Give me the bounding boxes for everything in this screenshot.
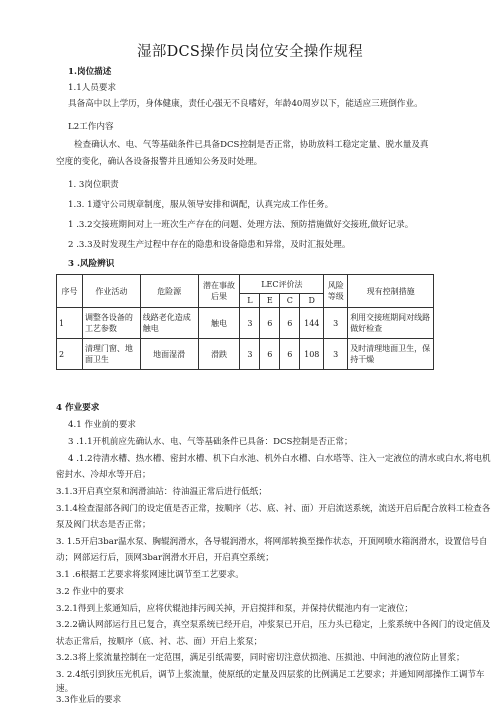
para-3: 3.1.3开启真空泵和润滑油站：待油温正常后进行低纸； (56, 487, 267, 497)
document-title: 湿部DCS操作员岗位安全操作规程 (137, 44, 363, 60)
section-1-heading: 1.岗位描述 (68, 67, 112, 77)
para-10b: 速。 (56, 684, 74, 694)
header-accident: 潜在事故后果 (198, 275, 240, 308)
cell-e: 6 (260, 339, 280, 370)
section-1-2-heading: L2工作内容 (68, 122, 114, 132)
para-8a: 3.2.2确认网部运行且已复合，真空泵系统已经开启，冲浆泵已开启，压力头已稳定，上浆系统中各阀门的设定值及 (56, 620, 491, 630)
risk-table (56, 274, 434, 370)
section-1-2-text-b: 空度的变化，确认各设备报警并且通知公务及时处理。 (56, 157, 263, 167)
cell-hazard: 线路老化造成触电 (140, 308, 198, 339)
cell-accident: 触电 (198, 308, 240, 339)
para-1: 3 .1.1开机前应先确认水、电、气等基础条件已具备：DCS控制是否正常； (68, 437, 353, 447)
para-9: 3.2.3将上浆流量控制在一定范围，满足引纸需要，同时密切注意伏损池、压损池、中间池的液位防止冒浆； (56, 653, 465, 663)
header-d: D (300, 294, 324, 308)
duty-item-1: 1.3. 1遵守公司规章制度，服从领导安排和调配，认真完成工作任务。 (68, 200, 334, 210)
section-1-2-text-a: 检查确认水、电、气等基础条件已具备DCS控制是否正常，协助放料工稳定定量、脱水量及真 (74, 140, 429, 150)
cell-c: 6 (280, 339, 300, 370)
section-3-heading: 3 .风险辨识 (68, 259, 115, 269)
cell-level: 3 (324, 339, 348, 370)
para-6: 3.1 .6根据工艺要求将浆网速比调节至工艺要求。 (56, 570, 244, 580)
section-4-1-heading: 4.1 作业前的要求 (68, 420, 136, 430)
para-7: 3.2.1得到上浆通知后，应将伏辊池排污阀关掉，开启搅拌和泵，并保持伏辊池内有一定液位； (56, 604, 414, 614)
cell-activity: 调整各设备的工艺参数 (82, 308, 140, 339)
duty-item-3: 2 .3.3及时发现生产过程中存在的隐患和设备隐患和异常，及时汇报处理。 (68, 240, 351, 250)
cell-l: 3 (240, 308, 260, 339)
section-4-heading: 4 作业要求 (56, 403, 100, 413)
para-8b: 状态正常后，按顺序（底、衬、芯、面）开启上浆泵； (56, 637, 263, 647)
para-2b: 密封水、冷却水等开启； (56, 470, 151, 480)
table-row (57, 339, 434, 370)
header-c: C (280, 294, 300, 308)
para-4a: 3.1.4检查湿部各阀门的设定值是否正常，按顺序（芯、底、衬、面）开启流送系统，流送开启后配合放料工检查各 (56, 504, 491, 514)
para-5a: 3. 1.5开启3bar温水泵、胸辊润滑水，各导辊润滑水，将网部转换至操作状态，开顶网喷水箱润滑水，设置信号自 (56, 537, 488, 547)
cell-hazard: 地面湿滑 (140, 339, 198, 370)
header-lec: LEC评价法 (240, 275, 324, 294)
header-level: 风险等级 (324, 275, 348, 308)
duty-item-2: 1 .3.2交接班期间对上一班次生产存在的问题、处理方法、预防措施做好交接班,做好记录。 (68, 220, 414, 230)
header-no: 序号 (57, 275, 83, 308)
cell-d: 144 (300, 308, 324, 339)
header-activity: 作业活动 (82, 275, 140, 308)
cell-e: 6 (260, 308, 280, 339)
header-hazard: 危险源 (140, 275, 198, 308)
para-2a: 4 .1.2待清水槽、热水槽、密封水槽、机下白水池、机外白水槽、白水塔等、注入一定液位的清水或白水,将电机 (68, 454, 491, 464)
cell-measures: 利用交接班期间对线路做好检查 (348, 308, 434, 339)
cell-no: 2 (57, 339, 83, 370)
table-row (57, 308, 434, 339)
section-3-2-heading: 3.2 作业中的要求 (56, 587, 124, 597)
para-5b: 动；网部运行后，顶网3bar润滑水开启，开启真空系统； (56, 553, 274, 563)
cell-d: 108 (300, 339, 324, 370)
cell-l: 3 (240, 339, 260, 370)
cell-measures: 及时清理地面卫生，保持干燥 (348, 339, 434, 370)
cell-level: 3 (324, 308, 348, 339)
cell-no: 1 (57, 308, 83, 339)
header-l: L (240, 294, 260, 308)
cell-accident: 滑跌 (198, 339, 240, 370)
section-3-3-heading: 3.3作业后的要求 (56, 695, 122, 705)
cell-c: 6 (280, 308, 300, 339)
section-1-1-heading: 1.1人员要求 (68, 83, 117, 93)
section-1-3-heading: 1. 3岗位职责 (68, 180, 119, 190)
para-10a: 3. 2.4纸引到狄压光机后，调节上浆流量，使原纸的定量及四层浆的比例满足工艺要求；并通知网部操作工调节车 (56, 670, 485, 680)
cell-activity: 清理门窗、地面卫生 (82, 339, 140, 370)
section-1-1-text: 具备高中以上学历，身体健康，责任心强无不良嗜好，年龄40周岁以下，能适应三班倒作业。 (68, 99, 423, 109)
header-measures: 现有控制措施 (348, 275, 434, 308)
para-4b: 泵及阀门状态是否正常； (56, 520, 151, 530)
header-e: E (260, 294, 280, 308)
